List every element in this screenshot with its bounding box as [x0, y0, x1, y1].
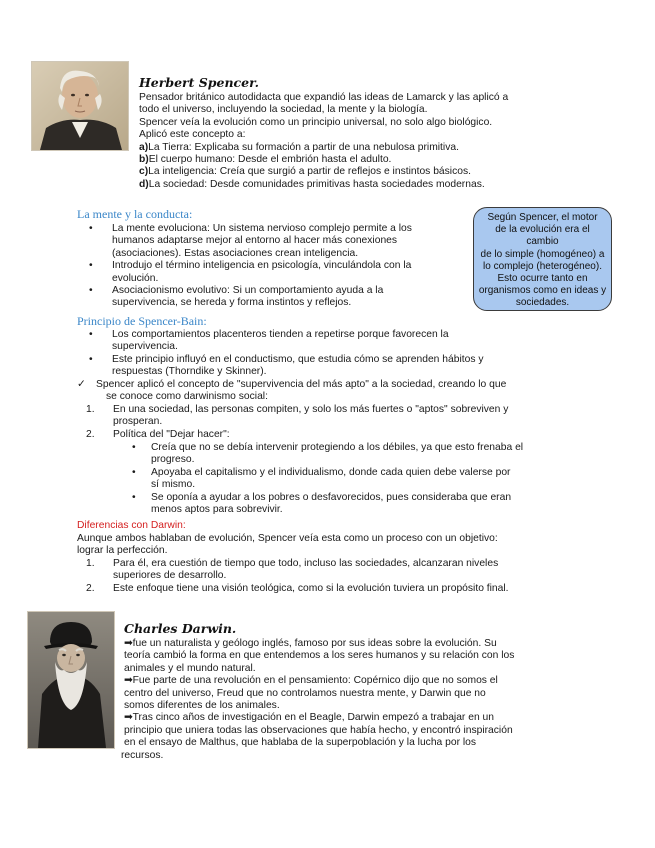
application-letter: a)	[139, 141, 149, 153]
diferencias-numbered	[86, 558, 593, 595]
application-item	[139, 179, 508, 191]
list-item	[151, 442, 591, 467]
item-number: 2.	[86, 428, 95, 440]
darwin-line: centro del universo, Freud que no controlamos nuestra mente, y Darwin que no	[124, 687, 486, 699]
application-item	[139, 142, 508, 154]
application-letter: d)	[139, 178, 149, 190]
item-number: 2.	[86, 582, 95, 594]
mente-heading: La mente y la conducta:	[77, 207, 193, 221]
callout-line: de la evolución era el cambio	[495, 224, 590, 248]
diferencias-line: lograr la perfección.	[77, 545, 168, 557]
evolution-callout	[473, 207, 612, 311]
darwin-portrait	[27, 611, 115, 749]
check-icon: ✓	[77, 379, 86, 390]
item-line: • La mente evoluciona: Un sistema nervioso complejo permite a los	[112, 223, 412, 234]
darwinismo-intro	[96, 379, 506, 404]
bain-list	[112, 329, 582, 379]
item-line: • Asociacionismo evolutivo: Si un comportamiento ayuda a la	[112, 285, 384, 297]
darwin-line: animales y el mundo natural.	[124, 662, 256, 674]
item-line: respuestas (Thorndike y Skinner).	[112, 366, 267, 378]
item-line: Este enfoque tiene una visión teológica, como si la evolución tuviera un propósito final.	[113, 582, 509, 594]
numbered-item	[86, 558, 593, 583]
application-text: El cuerpo humano: Desde el embrión hasta el adulto.	[148, 154, 392, 166]
item-line: En una sociedad, las personas compiten, y solo los más fuertes o "aptos" sobreviven y	[113, 404, 509, 415]
numbered-item	[86, 428, 593, 441]
item-line: (asociaciones). Estas asociaciones crean inteligencia.	[112, 247, 359, 259]
item-number: 1.	[86, 558, 95, 569]
callout-line: organismos como en ideas y	[478, 285, 607, 297]
item-line: • Este principio influyó en el conductismo, que estudia cómo se aprenden hábitos y	[112, 353, 484, 365]
callout-line: lo complejo (heterogéneo).	[483, 260, 602, 272]
diferencias-heading: Diferencias con Darwin:	[77, 520, 186, 531]
spencer-name: Herbert Spencer.	[139, 75, 259, 90]
application-text: La Tierra: Explicaba su formación a partir de una nebulosa primitiva.	[148, 141, 459, 153]
application-letter: c)	[139, 166, 149, 178]
list-item	[112, 260, 464, 285]
item-line: supervivencia, se hereda y forma instintos y reflejos.	[112, 297, 352, 309]
spencer-portrait-image	[32, 62, 128, 150]
list-item	[112, 285, 464, 310]
spencer-intro-line: Spencer veía la evolución como un principio universal, no solo algo biológico.	[139, 116, 493, 128]
callout-line: Según Spencer, el motor	[487, 212, 598, 223]
item-line: menos aptos para sobrevivir.	[151, 504, 283, 516]
spencer-portrait	[31, 61, 129, 151]
item-line: superiores de desarrollo.	[113, 570, 227, 582]
numbered-item	[86, 582, 593, 595]
diferencias-line: Aunque ambos hablaban de evolución, Spencer veía esta como un proceso con un objetivo:	[77, 533, 498, 544]
callout-line: de lo simple (homogéneo) a	[480, 248, 605, 260]
darwin-line: somos diferentes de los animales.	[124, 700, 280, 712]
callout-line: Esto ocurre tanto en	[497, 273, 588, 285]
mente-list	[112, 223, 464, 310]
darwin-line: principio que uniera todas las observaciones que había hecho, y encontró inspiración	[124, 724, 513, 736]
item-line: • Se oponía a ayudar a los pobres o desfavorecidos, pues consideraba que eran	[151, 491, 512, 503]
darwin-portrait-image	[28, 612, 114, 748]
item-number: 1.	[86, 404, 95, 415]
item-line: humanos adaptarse mejor al entorno al hacer más conexiones	[112, 235, 398, 247]
application-item	[139, 166, 508, 178]
application-item	[139, 154, 508, 166]
spencer-intro-line: todo el universo, incluyendo la sociedad, la mente y la biología.	[139, 104, 428, 116]
item-line: • Creía que no se debía intervenir protegiendo a los débiles, ya que esto frenaba el	[151, 442, 524, 453]
spencer-intro-line: Aplicó este concepto a:	[139, 129, 246, 141]
diferencias-intro	[77, 533, 498, 558]
list-item	[151, 467, 591, 492]
darwin-line: ➡fue un naturalista y geólogo inglés, famoso por sus ideas sobre la evolución. Su	[124, 638, 497, 649]
darwinismo-line: Spencer aplicó el concepto de "supervivencia del más apto" a la sociedad, creando lo que	[96, 379, 507, 390]
item-line: Para él, era cuestión de tiempo que todo, incluso las sociedades, alcanzaran niveles	[113, 558, 499, 569]
item-line: evolución.	[112, 272, 159, 284]
item-line: Política del "Dejar hacer":	[113, 428, 230, 440]
list-item	[151, 492, 591, 517]
darwin-line: teoría cambió la forma en que entendemos a los seres humanos y su relación con los	[124, 650, 515, 662]
darwin-line: ➡Fue parte de una revolución en el pensamiento: Copérnico dijo que no somos el	[124, 675, 498, 687]
darwin-text	[124, 638, 514, 750]
application-letter: b)	[139, 154, 149, 166]
item-line: • Apoyaba el capitalismo y el individualismo, donde cada quien debe valerse por	[151, 466, 511, 478]
item-line: progreso.	[151, 454, 195, 466]
spencer-intro-line: Pensador británico autodidacta que expandió las ideas de Lamarck y las aplicó a	[139, 92, 509, 103]
item-line: prosperan.	[113, 416, 163, 428]
application-text: La sociedad: Desde comunidades primitivas hasta sociedades modernas.	[148, 178, 485, 190]
list-item	[112, 329, 582, 354]
item-line: supervivencia.	[112, 341, 178, 353]
darwin-line: en el ensayo de Malthus, que hablaba de la superpoblación y la lucha por los	[124, 737, 477, 749]
bain-heading: Principio de Spencer-Bain:	[77, 314, 207, 328]
list-item	[112, 223, 464, 260]
dejar-hacer-list	[151, 442, 591, 516]
application-text: La inteligencia: Creía que surgió a partir de reflejos e instintos básicos.	[148, 166, 471, 178]
darwin-last-line: recursos.	[121, 750, 164, 761]
darwinismo-numbered	[86, 404, 593, 441]
darwin-line: ➡Tras cinco años de investigación en el Beagle, Darwin empezó a trabajar en un	[124, 712, 494, 724]
numbered-item	[86, 404, 593, 429]
darwin-name: Charles Darwin.	[124, 621, 237, 636]
darwinismo-line: se conoce como darwinismo social:	[106, 391, 268, 403]
list-item	[112, 354, 582, 379]
item-line: • Los comportamientos placenteros tienden a repetirse porque favorecen la	[112, 329, 449, 340]
item-line: • Introdujo el término inteligencia en psicología, vinculándola con la	[112, 260, 412, 272]
item-line: sí mismo.	[151, 479, 196, 491]
spencer-intro	[139, 92, 508, 191]
callout-line: sociedades.	[515, 297, 570, 309]
